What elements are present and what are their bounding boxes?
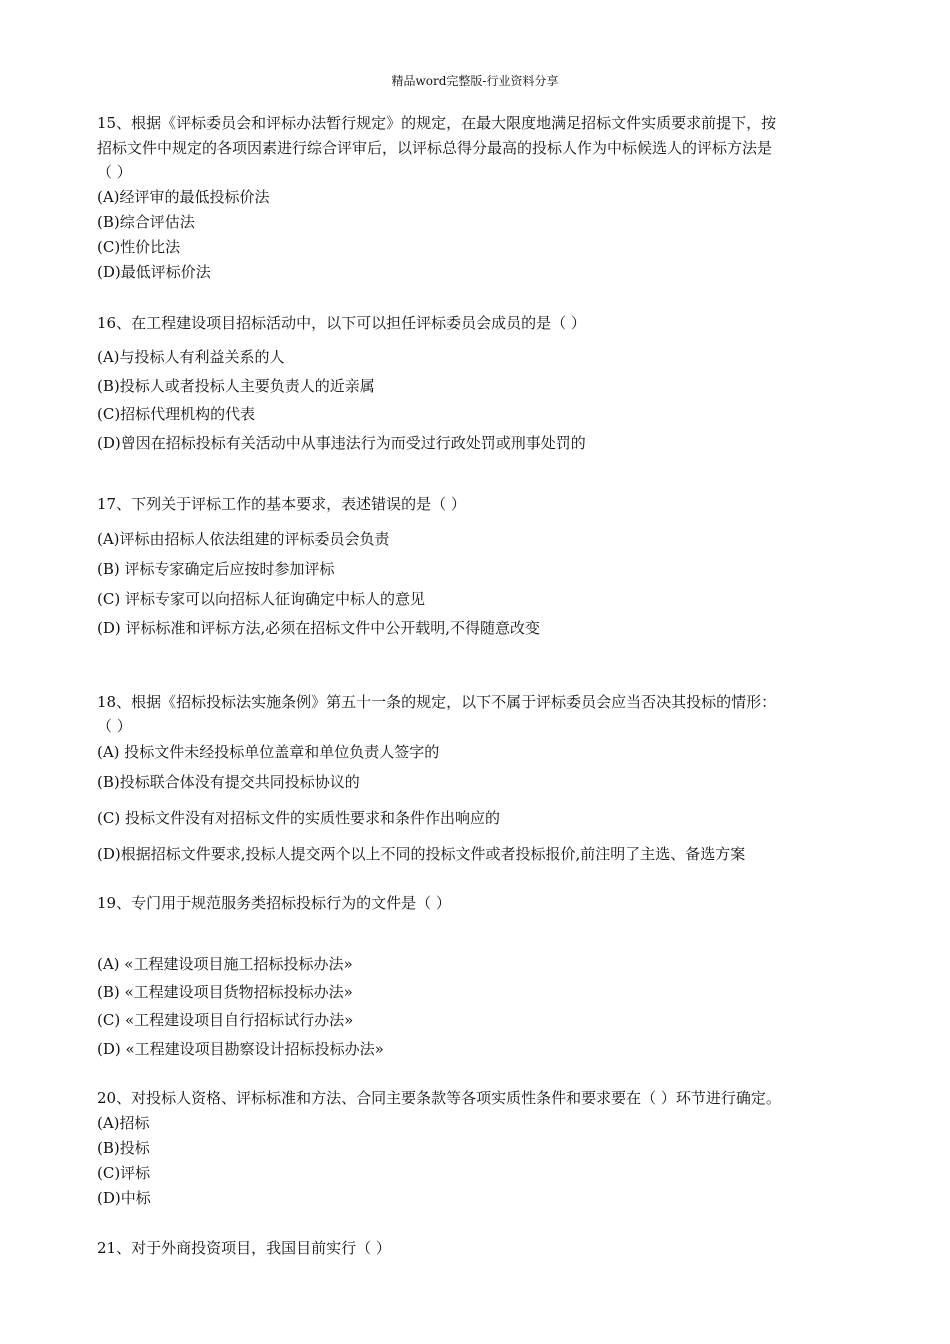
question-16-stem: 16、在工程建设项目招标活动中，以下可以担任评标委员会成员的是（ ）: [97, 314, 586, 332]
question-18-option-a: (A) 投标文件未经投标单位盖章和单位负责人签字的: [97, 743, 440, 761]
question-15-stem-line-3: （ ）: [97, 163, 132, 181]
question-17-option-d: (D) 评标标准和评标方法,必须在招标文件中公开载明,不得随意改变: [97, 619, 541, 637]
question-16-option-d: (D)曾因在招标投标有关活动中从事违法行为而受过行政处罚或刑事处罚的: [97, 434, 586, 452]
question-17-option-a: (A)评标由招标人依法组建的评标委员会负责: [97, 530, 390, 548]
question-18-option-d: (D)根据招标文件要求,投标人提交两个以上不同的投标文件或者投标报价,前注明了主选、备选方案: [97, 845, 746, 863]
question-17-stem: 17、下列关于评标工作的基本要求，表述错误的是（ ）: [97, 495, 466, 513]
question-19-option-d: (D) «工程建设项目勘察设计招标投标办法»: [97, 1040, 384, 1058]
question-19-option-b: (B) «工程建设项目货物招标投标办法»: [97, 983, 353, 1001]
question-20-option-c: (C)评标: [97, 1164, 151, 1182]
question-18-stem-line-1: 18、根据《招标投标法实施条例》第五十一条的规定，以下不属于评标委员会应当否决其投标的情形：: [97, 693, 777, 711]
question-21-stem: 21、对于外商投资项目，我国目前实行（ ）: [97, 1239, 391, 1257]
question-20-option-d: (D)中标: [97, 1189, 151, 1207]
question-19-option-c: (C) «工程建设项目自行招标试行办法»: [97, 1011, 354, 1029]
question-15-option-b: (B)综合评估法: [97, 213, 195, 231]
question-20-stem: 20、对投标人资格、评标标准和方法、合同主要条款等各项实质性条件和要求要在（ ）环节进行确定。: [97, 1089, 781, 1107]
question-18-option-b: (B)投标联合体没有提交共同投标协议的: [97, 773, 360, 791]
question-16-option-a: (A)与投标人有利益关系的人: [97, 348, 285, 366]
question-18-stem-line-2: （ ）: [97, 717, 132, 735]
question-16-option-b: (B)投标人或者投标人主要负责人的近亲属: [97, 377, 375, 395]
question-20-option-b: (B)投标: [97, 1139, 150, 1157]
question-20-option-a: (A)招标: [97, 1114, 150, 1132]
question-15-stem-line-1: 15、根据《评标委员会和评标办法暂行规定》的规定，在最大限度地满足招标文件实质要求前提下，按: [97, 114, 777, 132]
question-15-option-c: (C)性价比法: [97, 238, 181, 256]
question-15-stem-line-2: 招标文件中规定的各项因素进行综合评审后，以评标总得分最高的投标人作为中标候选人的评标方法是: [97, 139, 773, 157]
question-19-stem: 19、专门用于规范服务类招标投标行为的文件是（ ）: [97, 894, 451, 912]
question-17-option-c: (C) 评标专家可以向招标人征询确定中标人的意见: [97, 590, 425, 608]
question-19-option-a: (A) «工程建设项目施工招标投标办法»: [97, 955, 353, 973]
question-18-option-c: (C) 投标文件没有对招标文件的实质性要求和条件作出响应的: [97, 809, 500, 827]
question-17-option-b: (B) 评标专家确定后应按时参加评标: [97, 560, 335, 578]
page-header: 精品word完整版-行业资料分享: [391, 74, 559, 88]
question-15-option-a: (A)经评审的最低投标价法: [97, 188, 270, 206]
question-16-option-c: (C)招标代理机构的代表: [97, 405, 256, 423]
question-15-option-d: (D)最低评标价法: [97, 263, 211, 281]
